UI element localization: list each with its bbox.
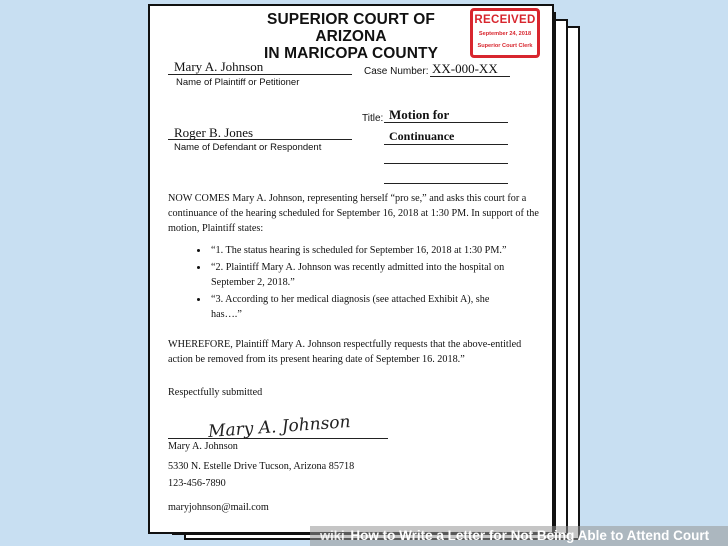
plaintiff-rule <box>168 74 352 75</box>
list-item-line: September 2, 2018.” <box>211 277 295 288</box>
handwritten-signature: Mary A. Johnson <box>207 412 352 442</box>
banner-text: How to Write a Letter for Not Being Able to Attend Court <box>350 528 710 543</box>
list-item-line: “3. According to her medical diagnosis (see attached Exhibit A), she <box>211 294 490 305</box>
case-number-rule <box>430 76 510 77</box>
case-number-label: Case Number: <box>364 66 429 77</box>
title-banner <box>310 526 728 546</box>
court-title-line2: IN MARICOPA COUNTY <box>263 45 439 62</box>
title-rule-2 <box>384 144 508 145</box>
wherefore-paragraph <box>168 337 544 367</box>
title-line2: Continuance <box>389 129 455 143</box>
list-item <box>197 260 533 290</box>
intro-line: continuance of the hearing scheduled for September 16, 2018 at 1:30 PM. In support of the <box>168 208 539 219</box>
defendant-name: Roger B. Jones <box>174 125 254 140</box>
defendant-label: Name of Defendant or Respondent <box>174 142 322 153</box>
court-title-line1: SUPERIOR COURT OF ARIZONA <box>267 11 435 45</box>
title-rule-4 <box>384 183 508 184</box>
wherefore-line: WHEREFORE, Plaintiff Mary A. Johnson respectfully requests that the above-entitled <box>168 339 522 350</box>
stamp-date: September 24, 2018 <box>478 31 532 37</box>
defendant-rule <box>168 139 352 140</box>
stamp-title: RECEIVED <box>474 14 536 26</box>
intro-paragraph <box>168 191 544 236</box>
email: maryjohnson@mail.com <box>168 502 269 513</box>
address: 5330 N. Estelle Drive Tucson, Arizona 85718 <box>168 461 355 472</box>
list-item-line: “1. The status hearing is scheduled for September 16, 2018 at 1:30 PM.” <box>211 245 507 256</box>
wiki-logo: wiki <box>320 528 345 543</box>
plaintiff-name: Mary A. Johnson <box>174 59 264 74</box>
closing-text: Respectfully submitted <box>168 387 263 398</box>
list-item-line: has….” <box>211 309 242 320</box>
plaintiff-label: Name of Plaintiff or Petitioner <box>176 77 300 88</box>
stamp-clerk: Superior Court Clerk <box>477 43 533 49</box>
list-item <box>197 292 533 322</box>
intro-line: NOW COMES Mary A. Johnson, representing herself “pro se,” and asks this court for a <box>168 193 527 204</box>
wherefore-line: action be removed from its present hearing date of September 16. 2018.” <box>168 354 465 365</box>
received-stamp <box>470 8 540 58</box>
list-item-line: “2. Plaintiff Mary A. Johnson was recently admitted into the hospital on <box>211 262 505 273</box>
court-title <box>236 11 466 62</box>
title-rule-1 <box>384 122 508 123</box>
list-item <box>197 243 533 258</box>
title-line1: Motion for <box>389 107 450 122</box>
printed-name: Mary A. Johnson <box>168 441 238 452</box>
title-rule-3 <box>384 163 508 164</box>
title-label: Title: <box>362 113 384 124</box>
statement-list <box>197 243 533 322</box>
phone: 123-456-7890 <box>168 478 226 489</box>
case-number-value: XX-000-XX <box>432 61 498 76</box>
intro-line: motion, Plaintiff states: <box>168 223 264 234</box>
